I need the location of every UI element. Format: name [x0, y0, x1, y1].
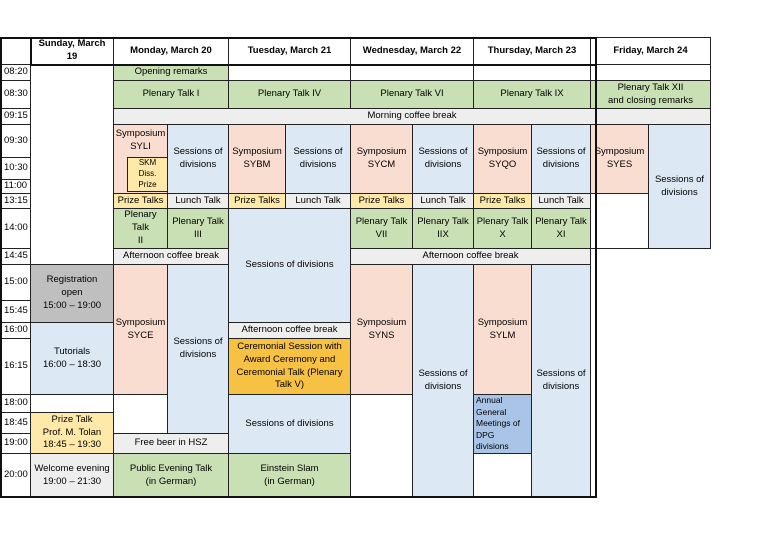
- opening-remarks-label: Opening remarks: [134, 66, 208, 78]
- time-label: 16:00: [4, 324, 28, 336]
- einstein-slam: [228, 453, 351, 498]
- fri-empty-0820: [590, 64, 711, 81]
- time-label: 10:30: [4, 162, 28, 174]
- sunday-empty-am: [30, 64, 114, 265]
- day-header-4: [473, 37, 591, 65]
- day-header-label: Thursday, March 23: [487, 44, 577, 56]
- tue-sessions-am: [285, 124, 351, 194]
- wed-lunch-talk: [412, 193, 474, 209]
- header-corner: [0, 37, 31, 65]
- plenary-talk-2-label: Plenary Talk II: [124, 209, 157, 246]
- prize-talk-tolan-label: Prize Talk Prof. M. Tolan 18:45 – 19:30: [42, 413, 102, 451]
- wed-empty-0820: [350, 64, 474, 81]
- plenary-talk-6-label: Plenary Talk VI: [380, 88, 444, 100]
- plenary-talk-8: [412, 208, 474, 249]
- tue-prize-talks: [228, 193, 286, 209]
- prize-talk-tolan: [30, 412, 114, 454]
- mon-prize-talks: [113, 193, 168, 209]
- fri-sessions-label: Sessions of divisions: [654, 173, 705, 198]
- time-slot: [0, 300, 31, 323]
- symposium-syqo-label: Symposium SYQO: [477, 146, 528, 170]
- plenary-talk-12: [590, 80, 711, 109]
- plenary-talk-1-label: Plenary Talk I: [142, 88, 200, 100]
- time-slot: [0, 208, 31, 249]
- time-slot: [0, 453, 31, 498]
- morning-coffee-break: [113, 108, 711, 125]
- plenary-talk-10: [473, 208, 532, 249]
- day-header-1: [113, 37, 229, 65]
- day-header-label: Monday, March 20: [130, 44, 212, 56]
- time-label: 16:15: [4, 360, 28, 372]
- time-label: 09:15: [4, 110, 28, 122]
- day-header-label: Sunday, March 19: [38, 38, 106, 62]
- mon-empty-1800: [113, 394, 168, 434]
- wed-prize-talks-label: Prize Talks: [358, 194, 405, 206]
- mon-afternoon-coffee: [113, 248, 229, 265]
- time-slot: [0, 108, 31, 125]
- wed-thu-afternoon-coffee-label: Afternoon coffee break: [422, 250, 519, 262]
- mon-sessions-pm-label: Sessions of divisions: [173, 336, 223, 360]
- einstein-slam-label: Einstein Slam (in German): [260, 462, 319, 487]
- time-slot: [0, 394, 31, 413]
- day-header-label: Wednesday, March 22: [362, 44, 462, 56]
- time-slot: [0, 80, 31, 109]
- ceremonial-session: [228, 338, 351, 395]
- time-slot: [0, 124, 31, 158]
- skm-prize-label: SKM Diss. Prize: [138, 158, 157, 189]
- tue-lunch-talk: [285, 193, 351, 209]
- welcome-evening: [30, 453, 114, 498]
- annual-general-meetings: [473, 394, 532, 454]
- tue-sessions-eve: [228, 394, 351, 454]
- plenary-talk-4-label: Plenary Talk IV: [257, 88, 322, 100]
- plenary-talk-11: [531, 208, 591, 249]
- free-beer: [113, 433, 229, 454]
- time-slot: [0, 157, 31, 180]
- annual-general-meetings-label: Annual General Meetings of DPG divisions: [476, 395, 520, 452]
- plenary-talk-12-label: Plenary Talk XII and closing remarks: [607, 81, 693, 106]
- symposium-sybm-label: Symposium SYBM: [232, 146, 282, 170]
- wed-thu-afternoon-coffee: [350, 248, 591, 265]
- time-slot: [0, 322, 31, 339]
- time-label: 18:45: [4, 416, 28, 428]
- plenary-talk-1: [113, 80, 229, 109]
- time-label: 08:30: [4, 88, 28, 100]
- time-slot: [0, 412, 31, 434]
- skm-prize: [127, 157, 168, 192]
- time-label: 15:00: [4, 276, 28, 288]
- time-label: 09:30: [4, 134, 28, 146]
- wed-prize-talks: [350, 193, 413, 209]
- day-header-label: Friday, March 24: [613, 44, 688, 56]
- time-label: 13:15: [4, 194, 28, 206]
- time-slot: [0, 248, 31, 265]
- symposium-sycm-label: Symposium SYCM: [356, 146, 407, 170]
- plenary-talk-7-label: Plenary Talk VII: [355, 215, 408, 240]
- plenary-talk-10-label: Plenary Talk X: [476, 215, 529, 240]
- mon-sessions-pm: [167, 264, 229, 434]
- wed-sessions-am: [412, 124, 474, 194]
- plenary-talk-4: [228, 80, 351, 109]
- symposium-syns-label: Symposium SYNS: [356, 316, 407, 341]
- time-slot: [0, 433, 31, 454]
- tue-lunch-talk-label: Lunch Talk: [295, 194, 341, 206]
- tue-prize-talks-label: Prize Talks: [234, 194, 280, 206]
- tutorials: [30, 322, 114, 395]
- thu-sessions-am-label: Sessions of divisions: [536, 146, 586, 170]
- welcome-evening-label: Welcome evening 19:00 – 21:30: [34, 462, 110, 487]
- wed-sessions-pm-label: Sessions of divisions: [418, 368, 468, 392]
- symposium-syqo: [473, 124, 532, 194]
- thu-prize-talks: [473, 193, 532, 209]
- fri-sessions: [648, 124, 711, 249]
- plenary-talk-8-label: Plenary Talk IIX: [417, 215, 469, 240]
- tue-afternoon-coffee-label: Afternoon coffee break: [241, 324, 338, 336]
- morning-coffee-break-label: Morning coffee break: [367, 110, 457, 122]
- thu-lunch-talk-label: Lunch Talk: [538, 194, 584, 206]
- time-slot: [0, 264, 31, 301]
- time-label: 19:00: [4, 437, 28, 449]
- day-header-3: [350, 37, 474, 65]
- day-header-0: [30, 37, 114, 65]
- public-evening-talk: [113, 453, 229, 498]
- fri-empty-1315: [590, 193, 649, 249]
- registration-label: Registration open 15:00 – 19:00: [42, 274, 102, 311]
- thu-sessions-pm: [531, 264, 591, 498]
- plenary-talk-2: [113, 208, 168, 249]
- symposium-sybm: [228, 124, 286, 194]
- wed-empty-1800: [350, 394, 413, 498]
- time-label: 18:00: [4, 397, 28, 409]
- thu-sessions-am: [531, 124, 591, 194]
- wed-lunch-talk-label: Lunch Talk: [420, 194, 466, 206]
- plenary-talk-11-label: Plenary Talk XI: [535, 215, 587, 240]
- registration: [30, 264, 114, 323]
- time-label: 20:00: [4, 469, 28, 481]
- tue-afternoon-coffee: [228, 322, 351, 339]
- time-slot: [0, 193, 31, 209]
- mon-sessions-am-label: Sessions of divisions: [173, 146, 223, 170]
- symposium-syce-label: Symposium SYCE: [115, 316, 166, 341]
- ceremonial-session-label: Ceremonial Session with Award Ceremony and Ceremonial Talk (Plenary Talk V): [236, 340, 343, 391]
- time-slot: [0, 338, 31, 395]
- mon-lunch-talk-label: Lunch Talk: [175, 194, 221, 206]
- thu-sessions-pm-label: Sessions of divisions: [536, 368, 586, 392]
- tue-empty-0820: [228, 64, 351, 81]
- time-label: 14:00: [4, 222, 28, 234]
- time-slot: [0, 179, 31, 194]
- plenary-talk-3-label: Plenary Talk III: [172, 215, 224, 240]
- tue-sessions-pm-label: Sessions of divisions: [245, 259, 334, 271]
- mon-sessions-am: [167, 124, 229, 194]
- plenary-talk-9-label: Plenary Talk IX: [500, 88, 564, 100]
- tue-sessions-eve-label: Sessions of divisions: [245, 417, 334, 429]
- plenary-talk-9: [473, 80, 591, 109]
- tutorials-label: Tutorials 16:00 – 18:30: [42, 345, 102, 370]
- mon-afternoon-coffee-label: Afternoon coffee break: [123, 250, 219, 262]
- mon-prize-talks-label: Prize Talks: [117, 194, 164, 206]
- symposium-sylm: [473, 264, 532, 395]
- time-label: 08:20: [4, 66, 28, 78]
- plenary-talk-7: [350, 208, 413, 249]
- tue-sessions-pm: [228, 208, 351, 323]
- free-beer-label: Free beer in HSZ: [134, 437, 208, 449]
- symposium-syce: [113, 264, 168, 395]
- wed-sessions-pm: [412, 264, 474, 498]
- thu-lunch-talk: [531, 193, 591, 209]
- day-header-label: Tuesday, March 21: [247, 44, 332, 56]
- time-label: 15:45: [4, 305, 28, 317]
- day-header-2: [228, 37, 351, 65]
- symposium-syns: [350, 264, 413, 395]
- symposium-syes-label: Symposium SYES: [594, 146, 645, 170]
- day-header-5: [590, 37, 711, 65]
- symposium-sylm-label: Symposium SYLM: [477, 316, 528, 341]
- time-label: 14:45: [4, 250, 28, 262]
- plenary-talk-6: [350, 80, 474, 109]
- mon-lunch-talk: [167, 193, 229, 209]
- thu-prize-talks-label: Prize Talks: [479, 194, 526, 206]
- tue-sessions-am-label: Sessions of divisions: [293, 146, 343, 170]
- symposium-syes: [590, 124, 649, 194]
- public-evening-talk-label: Public Evening Talk (in German): [129, 462, 213, 487]
- time-label: 11:00: [4, 180, 28, 192]
- plenary-talk-3: [167, 208, 229, 249]
- wed-sessions-am-label: Sessions of divisions: [418, 146, 468, 170]
- time-slot: [0, 64, 31, 81]
- thu-empty-0820: [473, 64, 591, 81]
- symposium-syli-label: Symposium SYLI: [115, 128, 166, 152]
- opening-remarks: [113, 64, 229, 81]
- sunday-empty-1800: [30, 394, 114, 413]
- symposium-sycm: [350, 124, 413, 194]
